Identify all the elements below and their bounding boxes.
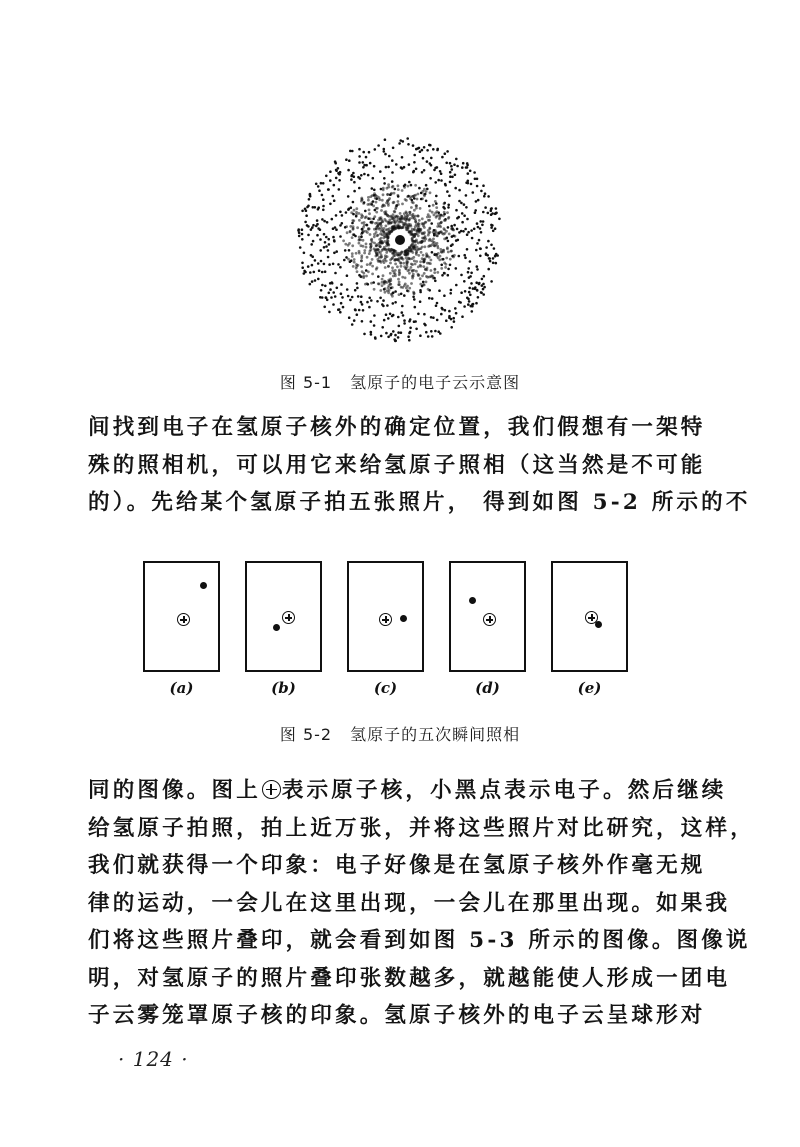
text-line: 间找到电子在氢原子核外的确定位置，我们假想有一架特 (88, 415, 706, 440)
snapshot-panel-c (347, 561, 424, 672)
electron-dot-icon (200, 582, 207, 589)
figure-5-2-caption (0, 722, 800, 745)
text-line: 给氢原子拍照，拍上近万张，并将这些照片对比研究，这样， (88, 815, 755, 841)
text-line: 我们就获得一个印象：电子好像是在氢原子核外作毫无规 (88, 853, 706, 878)
figure-title: 氢原子的五次瞬间照相 (350, 725, 521, 744)
text-line: 的）。先给某个氢原子拍五张照片， 得到如图 5-2 所示的不 (88, 490, 751, 515)
nucleus-icon (483, 613, 496, 626)
text-line (88, 772, 727, 810)
text-line: 殊的照相机，可以用它来给氢原子照相（这当然是不可能 (88, 452, 706, 478)
figure-title: 氢原子的电子云示意图 (350, 373, 521, 392)
electron-dot-icon (469, 597, 476, 604)
figure-number: 图 5-2 (279, 725, 333, 744)
nucleus-icon (177, 613, 190, 626)
snapshot-panel-e (551, 561, 628, 672)
paragraph-1 (88, 409, 751, 522)
nucleus-symbol-icon (262, 780, 281, 799)
figure-number: 图 5-1 (279, 373, 333, 392)
electron-dot-icon (595, 621, 602, 628)
nucleus-icon (282, 611, 295, 624)
text-line: 们将这些照片叠印，就会看到如图 5-3 所示的图像。图像说 (88, 928, 751, 953)
panel-label-b: (b) (271, 679, 296, 697)
text-segment: 表示原子核，小黑点表示电子。然后继续 (281, 778, 727, 803)
text-segment: 同的图像。图上 (88, 778, 261, 803)
panel-label-e: (e) (577, 679, 602, 697)
snapshot-panel-b (245, 561, 322, 672)
panel-label-d: (d) (475, 679, 500, 697)
text-line: 子云雾笼罩原子核的印象。氢原子核外的电子云呈球形对 (88, 1003, 706, 1028)
electron-dot-icon (273, 624, 280, 631)
figure-5-1-caption (0, 370, 800, 393)
snapshot-panel-d (449, 561, 526, 672)
panel-label-a: (a) (169, 679, 194, 697)
text-line: 律的运动，一会儿在这里出现，一会儿在那里出现。如果我 (88, 890, 731, 916)
page-number: · 124 · (118, 1047, 189, 1071)
nucleus-icon (379, 613, 392, 626)
panel-label-c: (c) (373, 679, 398, 697)
snapshot-panel-a (143, 561, 220, 672)
paragraph-2 (88, 772, 755, 1035)
electron-dot-icon (400, 615, 407, 622)
text-line: 明，对氢原子的照片叠印张数越多，就越能使人形成一团电 (88, 965, 731, 991)
electron-cloud-diagram (295, 135, 505, 345)
